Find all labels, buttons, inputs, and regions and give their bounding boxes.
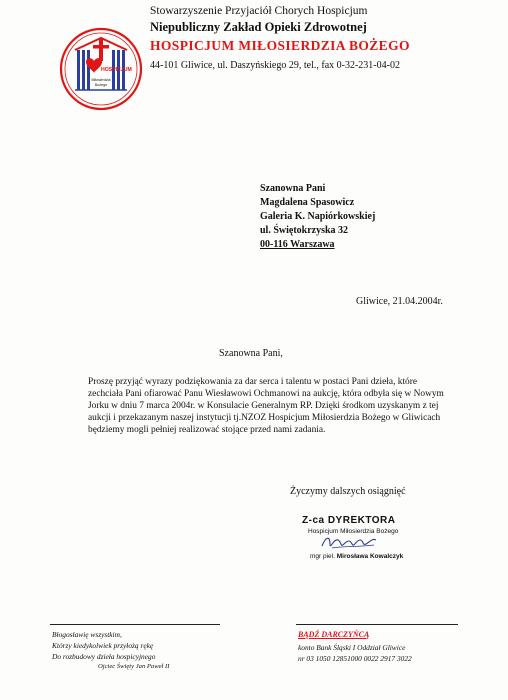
org-name-facility: Niepubliczny Zakład Opieki Zdrowotnej bbox=[150, 20, 367, 34]
logo-caption-2: Bożego bbox=[94, 83, 108, 87]
footer-quote-line: Którzy kiedykolwiek przyłożą rękę bbox=[52, 641, 154, 650]
stamp-org: Hospicjum Miłosierdzia Bożego bbox=[308, 528, 399, 535]
letter-salutation: Szanowna Pani, bbox=[219, 348, 283, 359]
letter-closing: Życzymy dalszych osiągnięć bbox=[290, 486, 406, 497]
footer-bank-name: konto Bank Śląski I Oddział Gliwice bbox=[298, 643, 406, 652]
recipient-city: 00-116 Warszawa bbox=[260, 239, 335, 250]
logo-text: HOSPICJUM bbox=[101, 67, 132, 73]
body-line: zechciała Pani ofiarować Panu Wiesławowi Ochmanowi na aukcję, która odbyła się w Nowym bbox=[88, 389, 444, 399]
letter-date: Gliwice, 21.04.2004r. bbox=[356, 296, 443, 307]
footer-quote-author: Ojciec Święty Jan Paweł II bbox=[98, 663, 170, 670]
recipient-salutation: Szanowna Pani bbox=[260, 183, 326, 194]
recipient-gallery: Galeria K. Napiórkowskiej bbox=[260, 211, 376, 222]
stamp-name-prefix: mgr piel. bbox=[310, 553, 335, 560]
org-name-association: Stowarzyszenie Przyjaciół Chorych Hospicjum bbox=[150, 5, 368, 17]
stamp-title: Z-ca DYREKTORA bbox=[302, 515, 396, 526]
recipient-name: Magdalena Spasowicz bbox=[260, 197, 355, 208]
body-line: Proszę przyjąć wyrazy podziękowania za dar serca i talentu w postaci Pani dzieła, które bbox=[88, 377, 418, 387]
logo-caption-1: Miłosierdzia bbox=[91, 78, 111, 82]
footer-quote-line: Do rozbudowy dzieła hospicyjnego bbox=[52, 652, 156, 661]
hospice-logo bbox=[58, 26, 144, 112]
body-line: będziemy mogli pełniej realizować stojące przed nami zadania. bbox=[88, 425, 326, 435]
stamp-name bbox=[310, 553, 403, 560]
handwritten-signature bbox=[318, 528, 382, 554]
footer-donate-heading: BĄDŹ DARCZYŃCĄ bbox=[298, 630, 370, 639]
footer-bank-account: nr 03 1050 12851000 0022 2917 3022 bbox=[298, 654, 412, 663]
stamp-name-value: Mirosława Kowalczyk bbox=[336, 553, 404, 560]
recipient-street: ul. Świętokrzyska 32 bbox=[260, 225, 349, 236]
footer-divider-left bbox=[50, 624, 220, 625]
org-address: 44-101 Gliwice, ul. Daszyńskiego 29, tel., fax 0-32-231-04-02 bbox=[150, 60, 400, 71]
body-line: Jorku w dniu 7 marca 2004r. w Konsulacie Generalnym RP. Dzięki środkom uzyskanym z tej bbox=[88, 401, 439, 411]
footer-quote-line: Błogosławię wszystkim, bbox=[52, 630, 122, 639]
letter-body bbox=[88, 376, 458, 436]
footer-divider-right bbox=[296, 624, 458, 625]
org-name-hospice: HOSPICJUM MIŁOSIERDZIA BOŻEGO bbox=[150, 38, 410, 53]
body-line: aukcji i przekazanym naszej instytucji tj.NZOZ Hospicjum Miłosierdzia Bożego w Gliwicach bbox=[88, 413, 441, 423]
